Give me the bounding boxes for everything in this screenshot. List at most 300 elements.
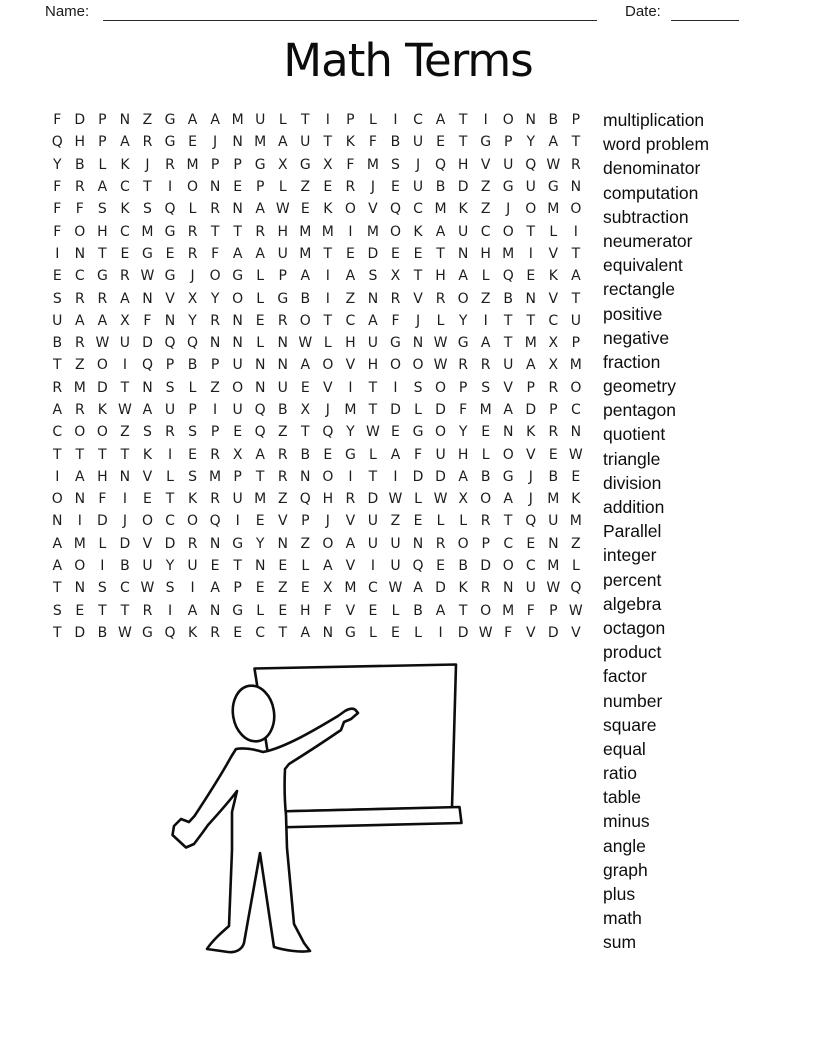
word-item: neumerator bbox=[603, 230, 693, 251]
grid-letter: Z bbox=[300, 179, 311, 196]
grid-letter: L bbox=[414, 624, 422, 641]
grid-letter: U bbox=[435, 446, 446, 463]
grid-letter: R bbox=[480, 357, 491, 374]
grid-letter: W bbox=[568, 602, 583, 619]
word-item: math bbox=[603, 908, 642, 929]
grid-letter: N bbox=[254, 558, 266, 575]
grid-letter: S bbox=[368, 268, 378, 285]
word-item: rectangle bbox=[603, 279, 675, 300]
grid-letter: A bbox=[435, 112, 446, 129]
grid-letter: M bbox=[141, 223, 154, 240]
grid-letter: V bbox=[413, 290, 423, 307]
grid-letter: M bbox=[569, 357, 582, 374]
grid-letter: P bbox=[549, 602, 558, 619]
grid-letter: A bbox=[210, 112, 220, 129]
grid-letter: W bbox=[478, 624, 493, 641]
grid-letter: K bbox=[548, 268, 558, 285]
grid-letter: U bbox=[367, 535, 379, 552]
grid-letter: O bbox=[480, 491, 492, 508]
grid-letter: W bbox=[546, 580, 561, 597]
grid-letter: X bbox=[232, 446, 243, 463]
grid-letter: A bbox=[323, 558, 333, 575]
grid-letter: A bbox=[413, 580, 423, 597]
grid-letter: V bbox=[503, 379, 513, 396]
grid-letter: E bbox=[300, 379, 310, 396]
grid-letter: C bbox=[480, 223, 491, 240]
word-item: square bbox=[603, 714, 657, 735]
grid-letter: E bbox=[391, 245, 400, 262]
grid-letter: G bbox=[344, 624, 356, 641]
grid-letter: O bbox=[74, 424, 86, 441]
grid-letter: L bbox=[98, 535, 107, 552]
grid-letter: J bbox=[145, 156, 150, 173]
grid-letter: T bbox=[323, 312, 333, 329]
grid-letter: F bbox=[368, 134, 377, 151]
grid-letter: N bbox=[74, 491, 86, 508]
grid-letter: A bbox=[368, 312, 378, 329]
grid-letter: U bbox=[412, 179, 424, 196]
grid-letter: P bbox=[301, 513, 310, 530]
grid-letter: M bbox=[502, 602, 515, 619]
grid-letter: N bbox=[232, 201, 243, 218]
grid-letter: G bbox=[277, 290, 289, 307]
grid-letter: K bbox=[187, 491, 198, 508]
grid-letter: F bbox=[75, 201, 84, 218]
grid-letter: K bbox=[571, 491, 581, 508]
grid-letter: B bbox=[435, 179, 446, 196]
grid-letter: B bbox=[480, 468, 491, 485]
grid-letter: I bbox=[77, 513, 82, 530]
grid-letter: H bbox=[277, 223, 288, 240]
grid-letter: U bbox=[277, 245, 288, 262]
grid-letter: K bbox=[120, 156, 130, 173]
grid-letter: B bbox=[548, 468, 559, 485]
grid-letter: L bbox=[256, 335, 265, 352]
word-item: algebra bbox=[603, 593, 662, 614]
grid-letter: A bbox=[300, 268, 311, 285]
grid-letter: E bbox=[391, 624, 400, 641]
grid-letter: I bbox=[483, 312, 488, 329]
grid-letter: V bbox=[345, 357, 356, 374]
grid-letter: T bbox=[98, 245, 107, 262]
grid-letter: R bbox=[435, 290, 446, 307]
grid-letter: A bbox=[503, 402, 513, 418]
grid-letter: P bbox=[571, 112, 581, 129]
grid-letter: A bbox=[97, 312, 108, 329]
grid-letter: V bbox=[345, 513, 356, 530]
grid-letter: I bbox=[100, 558, 105, 575]
grid-letter: P bbox=[188, 402, 197, 418]
grid-letter: D bbox=[525, 402, 537, 418]
grid-letter: S bbox=[52, 290, 62, 307]
grid-letter: Q bbox=[164, 201, 176, 218]
grid-letter: A bbox=[390, 446, 401, 463]
grid-letter: C bbox=[525, 558, 536, 575]
grid-letter: Q bbox=[164, 335, 176, 352]
grid-letter: L bbox=[323, 335, 332, 352]
grid-letter: P bbox=[233, 156, 242, 173]
grid-letter: X bbox=[548, 335, 559, 352]
grid-letter: Q bbox=[187, 335, 199, 352]
grid-letter: T bbox=[98, 602, 107, 619]
grid-letter: V bbox=[525, 624, 536, 641]
grid-letter: D bbox=[142, 335, 153, 352]
grid-letter: C bbox=[165, 513, 175, 530]
grid-letter: U bbox=[142, 558, 153, 575]
grid-letter: R bbox=[187, 535, 198, 552]
grid-letter: J bbox=[528, 468, 533, 485]
grid-letter: K bbox=[345, 134, 355, 151]
word-item: word problem bbox=[603, 134, 710, 155]
grid-letter: M bbox=[547, 201, 560, 218]
grid-letter: L bbox=[166, 468, 174, 485]
word-list bbox=[603, 108, 709, 955]
grid-letter: E bbox=[210, 558, 220, 575]
grid-letter: W bbox=[433, 335, 448, 352]
grid-letter: N bbox=[74, 580, 86, 597]
grid-letter: E bbox=[255, 580, 265, 597]
grid-letter: V bbox=[142, 468, 153, 485]
grid-letter: X bbox=[323, 580, 333, 597]
grid-letter: F bbox=[53, 112, 62, 129]
grid-letter: T bbox=[458, 112, 468, 129]
grid-letter: Y bbox=[458, 424, 468, 441]
grid-letter: Y bbox=[255, 535, 265, 552]
grid-letter: I bbox=[438, 624, 443, 641]
grid-letter: I bbox=[167, 446, 173, 463]
grid-letter: O bbox=[502, 112, 514, 129]
word-item: equivalent bbox=[603, 255, 683, 276]
grid-letter: Z bbox=[571, 535, 581, 552]
grid-letter: N bbox=[412, 335, 424, 352]
word-item: division bbox=[603, 472, 662, 493]
grid-letter: D bbox=[96, 379, 108, 396]
grid-letter: E bbox=[120, 245, 130, 262]
grid-letter: A bbox=[435, 602, 446, 619]
grid-letter: M bbox=[366, 156, 379, 173]
grid-letter: N bbox=[254, 357, 266, 374]
grid-letter: D bbox=[457, 624, 469, 641]
grid-letter: V bbox=[165, 290, 175, 307]
grid-letter: A bbox=[480, 335, 491, 352]
grid-letter: T bbox=[526, 223, 536, 240]
grid-letter: E bbox=[571, 468, 581, 485]
word-item: geometry bbox=[603, 376, 676, 397]
grid-letter: I bbox=[393, 379, 398, 396]
grid-letter: C bbox=[345, 312, 356, 329]
grid-letter: O bbox=[74, 558, 86, 575]
grid-letter: J bbox=[325, 513, 330, 530]
grid-letter: B bbox=[97, 624, 108, 641]
grid-letter: D bbox=[74, 624, 86, 641]
grid-letter: L bbox=[188, 379, 197, 396]
grid-letter: Q bbox=[412, 558, 424, 575]
grid-letter: G bbox=[502, 468, 514, 485]
date-label: Date: bbox=[625, 3, 661, 20]
grid-letter: E bbox=[143, 491, 152, 508]
grid-letter: V bbox=[345, 558, 356, 575]
grid-letter: K bbox=[413, 223, 423, 240]
grid-letter: A bbox=[255, 245, 265, 262]
grid-letter: T bbox=[143, 179, 152, 196]
grid-letter: H bbox=[300, 602, 311, 619]
grid-letter: L bbox=[369, 112, 377, 129]
grid-letter: V bbox=[548, 245, 559, 262]
grid-letter: U bbox=[503, 156, 514, 173]
grid-letter: R bbox=[570, 156, 581, 173]
grid-letter: I bbox=[122, 491, 127, 508]
grid-letter: H bbox=[457, 446, 469, 463]
grid-letter: D bbox=[547, 624, 559, 641]
grid-letter: P bbox=[233, 468, 242, 485]
grid-letter: N bbox=[300, 468, 311, 485]
grid-letter: M bbox=[254, 491, 267, 508]
grid-letter: U bbox=[390, 535, 401, 552]
grid-letter: O bbox=[457, 290, 469, 307]
grid-letter: Q bbox=[322, 424, 334, 441]
grid-letter: E bbox=[165, 245, 175, 262]
grid-letter: O bbox=[232, 290, 244, 307]
grid-letter: O bbox=[96, 424, 108, 441]
grid-letter: O bbox=[435, 424, 447, 441]
grid-letter: R bbox=[187, 223, 198, 240]
grid-letter: L bbox=[414, 491, 422, 508]
word-item: product bbox=[603, 642, 662, 663]
word-item: percent bbox=[603, 569, 662, 590]
word-item: table bbox=[603, 787, 641, 808]
grid-letter: P bbox=[481, 535, 490, 552]
grid-letter: N bbox=[142, 290, 153, 307]
grid-letter: V bbox=[142, 535, 153, 552]
grid-letter: O bbox=[322, 468, 334, 485]
grid-letter: P bbox=[210, 156, 220, 173]
grid-letter: B bbox=[503, 290, 514, 307]
grid-letter: B bbox=[458, 558, 468, 575]
grid-letter: F bbox=[211, 245, 220, 262]
grid-letter: M bbox=[344, 402, 357, 418]
grid-letter: A bbox=[435, 223, 446, 240]
grid-letter: N bbox=[164, 312, 176, 329]
grid-letter: F bbox=[53, 201, 62, 218]
grid-letter: S bbox=[413, 379, 423, 396]
grid-letter: Q bbox=[51, 134, 63, 151]
word-item: triangle bbox=[603, 448, 661, 469]
grid-letter: S bbox=[391, 156, 400, 173]
word-search-grid bbox=[46, 109, 587, 644]
grid-letter: L bbox=[549, 223, 558, 240]
grid-letter: Q bbox=[435, 156, 447, 173]
grid-letter: K bbox=[323, 201, 333, 218]
grid-letter: A bbox=[187, 112, 198, 129]
grid-letter: A bbox=[458, 268, 468, 285]
grid-letter: G bbox=[164, 268, 176, 285]
grid-letter: C bbox=[255, 624, 266, 641]
name-blank-line bbox=[103, 6, 597, 21]
grid-letter: N bbox=[322, 624, 334, 641]
word-item: fraction bbox=[603, 351, 661, 372]
grid-letter: M bbox=[547, 558, 560, 575]
date-blank-line bbox=[671, 6, 739, 21]
grid-letter: L bbox=[369, 624, 377, 641]
grid-letter: I bbox=[393, 468, 398, 485]
grid-letter: M bbox=[434, 201, 447, 218]
grid-letter: R bbox=[210, 312, 220, 329]
grid-letter: T bbox=[210, 223, 220, 240]
grid-letter: U bbox=[367, 513, 379, 530]
grid-letter: I bbox=[55, 245, 60, 262]
grid-letter: M bbox=[547, 491, 560, 508]
grid-letter: R bbox=[548, 424, 559, 441]
grid-letter: K bbox=[458, 201, 468, 218]
grid-letter: K bbox=[526, 424, 536, 441]
grid-letter: E bbox=[233, 624, 243, 641]
grid-letter: C bbox=[52, 424, 63, 441]
grid-letter: B bbox=[187, 357, 198, 374]
grid-letter: M bbox=[299, 245, 312, 262]
grid-letter: T bbox=[165, 491, 175, 508]
grid-letter: W bbox=[388, 580, 403, 597]
grid-letter: N bbox=[74, 245, 86, 262]
grid-letter: M bbox=[479, 402, 492, 418]
grid-letter: V bbox=[323, 379, 333, 396]
grid-letter: S bbox=[97, 580, 107, 597]
grid-letter: E bbox=[255, 312, 265, 329]
grid-letter: G bbox=[142, 245, 153, 262]
grid-letter: O bbox=[96, 357, 108, 374]
grid-letter: N bbox=[525, 112, 536, 129]
grid-letter: O bbox=[389, 357, 401, 374]
grid-letter: C bbox=[120, 223, 130, 240]
grid-letter: V bbox=[345, 602, 356, 619]
grid-letter: A bbox=[120, 290, 130, 307]
grid-letter: M bbox=[299, 223, 312, 240]
grid-letter: A bbox=[142, 402, 153, 418]
grid-letter: Y bbox=[52, 156, 62, 173]
grid-letter: F bbox=[413, 446, 423, 463]
grid-letter: G bbox=[547, 179, 559, 196]
grid-letter: T bbox=[503, 312, 513, 329]
grid-letter: R bbox=[210, 201, 220, 218]
word-item: subtraction bbox=[603, 206, 689, 227]
grid-letter: P bbox=[278, 268, 287, 285]
word-item: Parallel bbox=[603, 521, 662, 542]
grid-letter: W bbox=[433, 357, 448, 374]
grid-letter: R bbox=[74, 179, 85, 196]
grid-letter: Q bbox=[254, 402, 266, 418]
grid-letter: P bbox=[210, 424, 220, 441]
grid-letter: N bbox=[277, 335, 288, 352]
grid-letter: T bbox=[52, 624, 62, 641]
grid-letter: D bbox=[435, 402, 446, 418]
grid-letter: P bbox=[549, 402, 558, 418]
grid-letter: G bbox=[299, 156, 311, 173]
grid-letter: Q bbox=[389, 201, 401, 218]
grid-letter: V bbox=[480, 156, 491, 173]
grid-letter: I bbox=[190, 580, 195, 597]
grid-letter: M bbox=[366, 223, 379, 240]
grid-letter: X bbox=[277, 156, 288, 173]
grid-letter: K bbox=[97, 402, 107, 418]
grid-letter: J bbox=[415, 156, 421, 173]
grid-letter: E bbox=[436, 134, 445, 151]
grid-letter: P bbox=[571, 335, 581, 352]
grid-letter: L bbox=[256, 602, 265, 619]
grid-letter: N bbox=[570, 424, 582, 441]
grid-letter: L bbox=[188, 201, 197, 218]
grid-letter: L bbox=[98, 156, 107, 173]
grid-letter: O bbox=[232, 379, 244, 396]
grid-letter: C bbox=[120, 179, 130, 196]
grid-letter: A bbox=[525, 357, 536, 374]
grid-letter: T bbox=[75, 446, 85, 463]
word-item: integer bbox=[603, 545, 657, 566]
grid-letter: U bbox=[52, 312, 63, 329]
grid-letter: A bbox=[571, 268, 581, 285]
grid-letter: R bbox=[277, 468, 288, 485]
grid-letter: R bbox=[548, 379, 559, 396]
grid-letter: R bbox=[97, 290, 108, 307]
grid-letter: W bbox=[140, 580, 155, 597]
grid-letter: T bbox=[52, 446, 62, 463]
grid-letter: F bbox=[391, 312, 400, 329]
grid-letter: U bbox=[390, 558, 401, 575]
grid-letter: N bbox=[502, 424, 514, 441]
grid-letter: T bbox=[571, 245, 581, 262]
grid-letter: I bbox=[573, 223, 578, 240]
grid-letter: S bbox=[165, 580, 175, 597]
grid-letter: D bbox=[412, 468, 424, 485]
grid-letter: V bbox=[548, 290, 559, 307]
grid-letter: E bbox=[52, 268, 62, 285]
grid-letter: I bbox=[213, 402, 218, 418]
grid-letter: W bbox=[95, 335, 110, 352]
grid-letter: U bbox=[119, 335, 131, 352]
grid-letter: P bbox=[526, 379, 535, 396]
grid-letter: E bbox=[255, 513, 265, 530]
grid-letter: O bbox=[502, 223, 514, 240]
grid-letter: U bbox=[457, 223, 469, 240]
grid-letter: X bbox=[300, 402, 311, 418]
grid-letter: A bbox=[300, 624, 311, 641]
grid-letter: L bbox=[436, 312, 445, 329]
grid-letter: Z bbox=[300, 535, 311, 552]
grid-letter: Z bbox=[480, 201, 491, 218]
grid-letter: F bbox=[53, 179, 62, 196]
word-item: minus bbox=[603, 811, 650, 832]
grid-letter: R bbox=[435, 535, 446, 552]
grid-letter: N bbox=[142, 379, 153, 396]
grid-letter: A bbox=[277, 134, 288, 151]
grid-letter: A bbox=[345, 268, 356, 285]
grid-letter: I bbox=[167, 602, 173, 619]
grid-letter: O bbox=[187, 513, 199, 530]
grid-letter: L bbox=[278, 179, 287, 196]
grid-letter: N bbox=[209, 179, 221, 196]
grid-letter: O bbox=[457, 535, 469, 552]
grid-letter: J bbox=[506, 201, 511, 218]
grid-letter: Q bbox=[525, 156, 537, 173]
grid-letter: W bbox=[568, 446, 583, 463]
grid-letter: H bbox=[480, 245, 491, 262]
grid-letter: T bbox=[436, 245, 445, 262]
grid-letter: Q bbox=[502, 268, 514, 285]
grid-letter: A bbox=[52, 402, 63, 418]
grid-letter: U bbox=[300, 134, 311, 151]
grid-letter: S bbox=[188, 424, 197, 441]
word-item: factor bbox=[603, 666, 647, 687]
grid-letter: E bbox=[548, 446, 558, 463]
grid-letter: T bbox=[120, 446, 130, 463]
